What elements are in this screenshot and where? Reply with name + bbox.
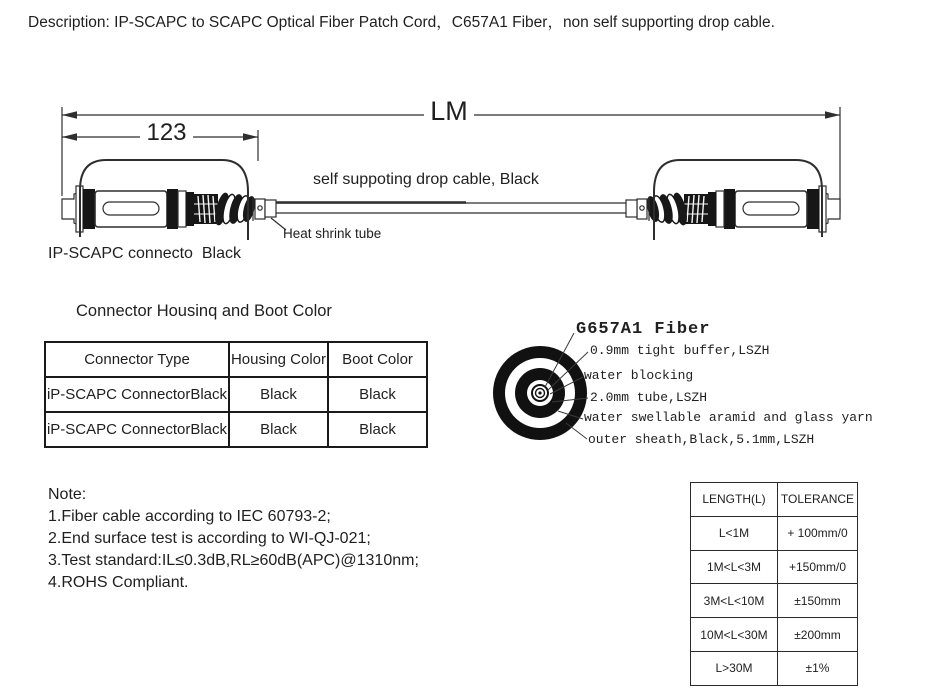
col-header-connector-type: Connector Type <box>45 342 229 377</box>
fiber-label-outer-sheath: outer sheath,Black,5.1mm,LSZH <box>588 432 815 447</box>
notes-block <box>48 484 419 594</box>
cell-tolerance: +150mm/0 <box>778 550 858 584</box>
heat-shrink-label: Heat shrink tube <box>283 226 382 241</box>
table-row <box>45 377 427 412</box>
note-item: 4.ROHS Compliant. <box>48 574 189 591</box>
col-header-housing-color: Housing Color <box>229 342 328 377</box>
table-row <box>691 550 858 584</box>
cell-housing-color: Black <box>229 377 328 412</box>
note-item: 3.Test standard:IL≤0.3dB,RL≥60dB(APC)@1310nm; <box>48 552 419 569</box>
fiber-title: G657A1 Fiber <box>576 320 711 339</box>
col-header-boot-color: Boot Color <box>328 342 427 377</box>
table-row <box>691 516 858 550</box>
tolerance-header-row <box>691 483 858 517</box>
cell-length: 10M<L<30M <box>691 618 778 652</box>
table-row <box>691 618 858 652</box>
fiber-label-tight-buffer: 0.9mm tight buffer,LSZH <box>590 343 770 358</box>
connector-collar <box>83 189 95 229</box>
col-header-tolerance: TOLERANCE <box>778 483 858 517</box>
left-connector-drawing <box>62 160 276 240</box>
fiber-core <box>538 391 541 394</box>
cell-connector-type: iP-SCAPC ConnectorBlack <box>45 412 229 447</box>
table-row <box>691 584 858 618</box>
dim-123-label: 123 <box>140 120 193 146</box>
fiber-cross-section <box>493 333 588 440</box>
fiber-label-tube: 2.0mm tube,LSZH <box>590 390 708 405</box>
cell-connector-type: iP-SCAPC ConnectorBlack <box>45 377 229 412</box>
right-connector-drawing <box>626 160 840 240</box>
lm-arrow-right <box>825 111 840 118</box>
cell-length: 3M<L<10M <box>691 584 778 618</box>
connector-table-title: Connector Housinq and Boot Color <box>76 302 332 320</box>
heat-shrink-tube <box>265 200 276 217</box>
cell-housing-color: Black <box>229 412 328 447</box>
strain-relief-boot <box>213 192 256 225</box>
connector-color-table <box>44 341 428 448</box>
table-row <box>45 412 427 447</box>
knurled-ring <box>194 194 218 224</box>
cell-tolerance: ±200mm <box>778 618 858 652</box>
cell-boot-color: Black <box>328 412 427 447</box>
cell-tolerance: + 100mm/0 <box>778 516 858 550</box>
col-header-length: LENGTH(L) <box>691 483 778 517</box>
table-row <box>691 651 858 685</box>
tolerance-table <box>690 482 858 686</box>
connector-table-header-row <box>45 342 427 377</box>
drop-cable <box>276 203 626 214</box>
fiber-label-water-blocking: water blocking <box>584 368 694 383</box>
dim123-arrow-left <box>62 133 77 140</box>
lm-dimension-label: LM <box>424 97 474 127</box>
left-connector-label: IP-SCAPC connecto Black <box>48 245 241 262</box>
dim123-arrow-right <box>243 133 258 140</box>
notes-title: Note: <box>48 486 87 503</box>
fiber-label-aramid-yarn: water swellable aramid and glass yarn <box>584 410 873 425</box>
note-item: 2.End surface test is according to WI-QJ-021; <box>48 530 371 547</box>
cell-length: L>30M <box>691 651 778 685</box>
cable-label: self suppoting drop cable, Black <box>313 171 539 188</box>
lm-arrow-left <box>62 111 77 118</box>
cell-boot-color: Black <box>328 377 427 412</box>
note-item: 1.Fiber cable according to IEC 60793-2; <box>48 508 331 525</box>
cell-tolerance: ±150mm <box>778 584 858 618</box>
description-text: Description: IP-SCAPC to SCAPC Optical Fiber Patch Cord，C657A1 Fiber，non self supporting drop cable. <box>28 14 775 31</box>
cell-length: 1M<L<3M <box>691 550 778 584</box>
cell-tolerance: ±1% <box>778 651 858 685</box>
cell-length: L<1M <box>691 516 778 550</box>
